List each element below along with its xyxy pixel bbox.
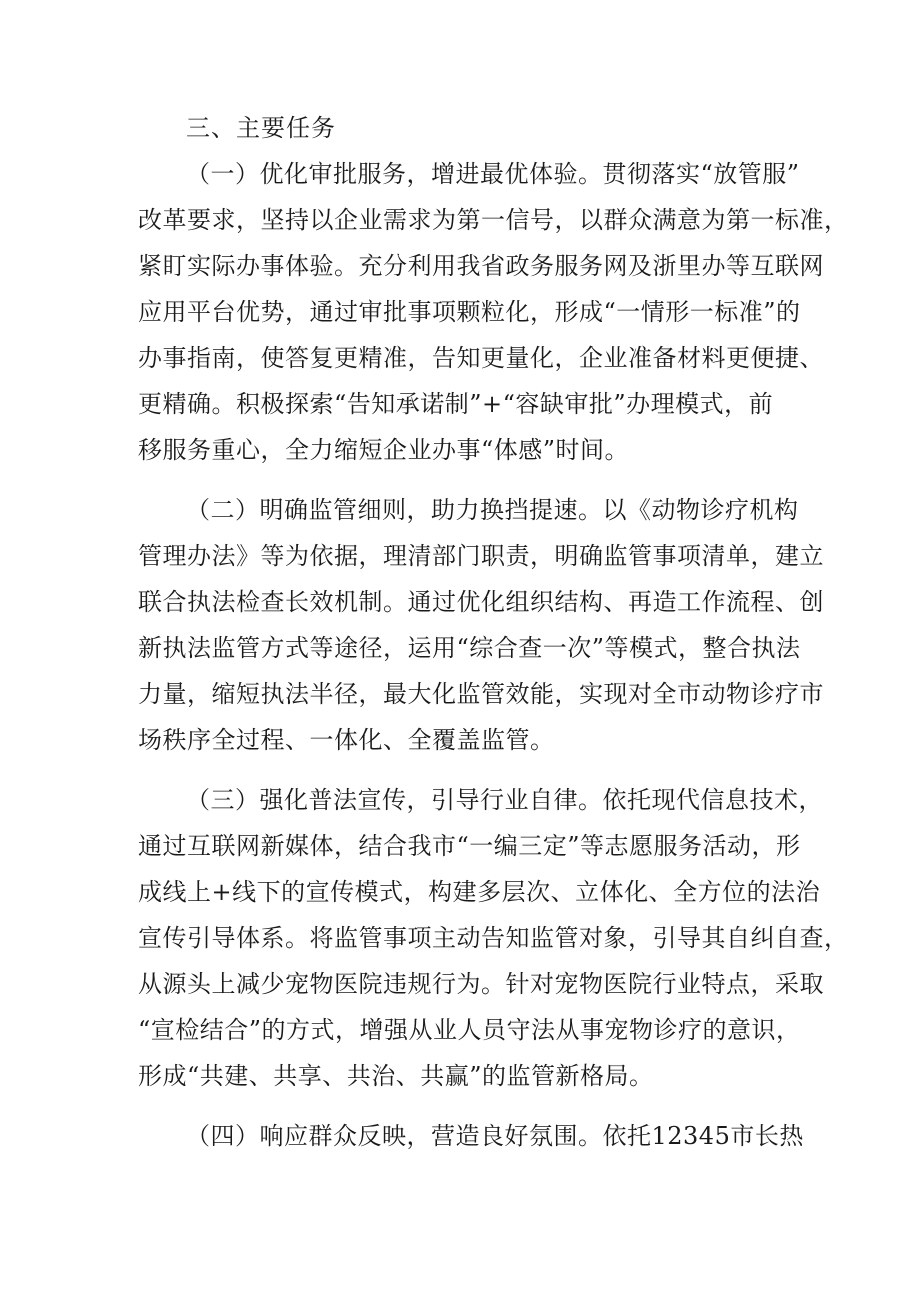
paragraph-line: 新执法监管方式等途径，运用“综合查一次”等模式，整合执法 xyxy=(138,634,801,662)
paragraph-line: （一）优化审批服务，增进最优体验。贯彻落实“放管服” xyxy=(186,160,800,188)
paragraph-line: 移服务重心，全力缩短企业办事“体感”时间。 xyxy=(138,436,630,464)
paragraph-line: 形成“共建、共享、共治、共赢”的监管新格局。 xyxy=(138,1062,654,1090)
paragraph-line: 管理办法》等为依据，理清部门职责，明确监管事项清单，建立 xyxy=(138,542,824,570)
paragraph-line: 联合执法检查长效机制。通过优化组织结构、再造工作流程、创 xyxy=(138,588,824,616)
paragraph-line: 办事指南，使答复更精准，告知更量化，企业准备材料更便捷、 xyxy=(138,344,824,372)
paragraph-line: “宣检结合”的方式，增强从业人员守法从事宠物诊疗的意识， xyxy=(138,1016,801,1044)
paragraph-line: 通过互联网新媒体，结合我市“一编三定”等志愿服务活动，形 xyxy=(138,832,801,860)
paragraph-line: 成线上+线下的宣传模式，构建多层次、立体化、全方位的法治 xyxy=(138,878,821,906)
paragraph-line: 宣传引导体系。将监管事项主动告知监管对象，引导其自纠自查， xyxy=(138,924,849,952)
paragraph-line: 场秩序全过程、一体化、全覆盖监管。 xyxy=(138,726,555,754)
section-heading: 三、主要任务 xyxy=(186,114,336,142)
paragraph-line: 从源头上减少宠物医院违规行为。针对宠物医院行业特点，采取 xyxy=(138,970,824,998)
paragraph-line: 改革要求，坚持以企业需求为第一信号，以群众满意为第一标准， xyxy=(138,206,849,234)
paragraph-line: 力量，缩短执法半径，最大化监管效能，实现对全市动物诊疗市 xyxy=(138,680,824,708)
paragraph-line: （四）响应群众反映，营造良好氛围。依托12345市长热 xyxy=(186,1122,804,1150)
paragraph-line: （三）强化普法宣传，引导行业自律。依托现代信息技术， xyxy=(186,786,823,814)
paragraph-line: （二）明确监管细则，助力换挡提速。以《动物诊疗机构 xyxy=(186,496,799,524)
paragraph-line: 紧盯实际办事体验。充分利用我省政务服务网及浙里办等互联网 xyxy=(138,252,824,280)
paragraph-line: 应用平台优势，通过审批事项颗粒化，形成“一情形一标准”的 xyxy=(138,298,801,326)
paragraph-line: 更精确。积极探索“告知承诺制”+“容缺审批”办理模式，前 xyxy=(138,390,774,418)
